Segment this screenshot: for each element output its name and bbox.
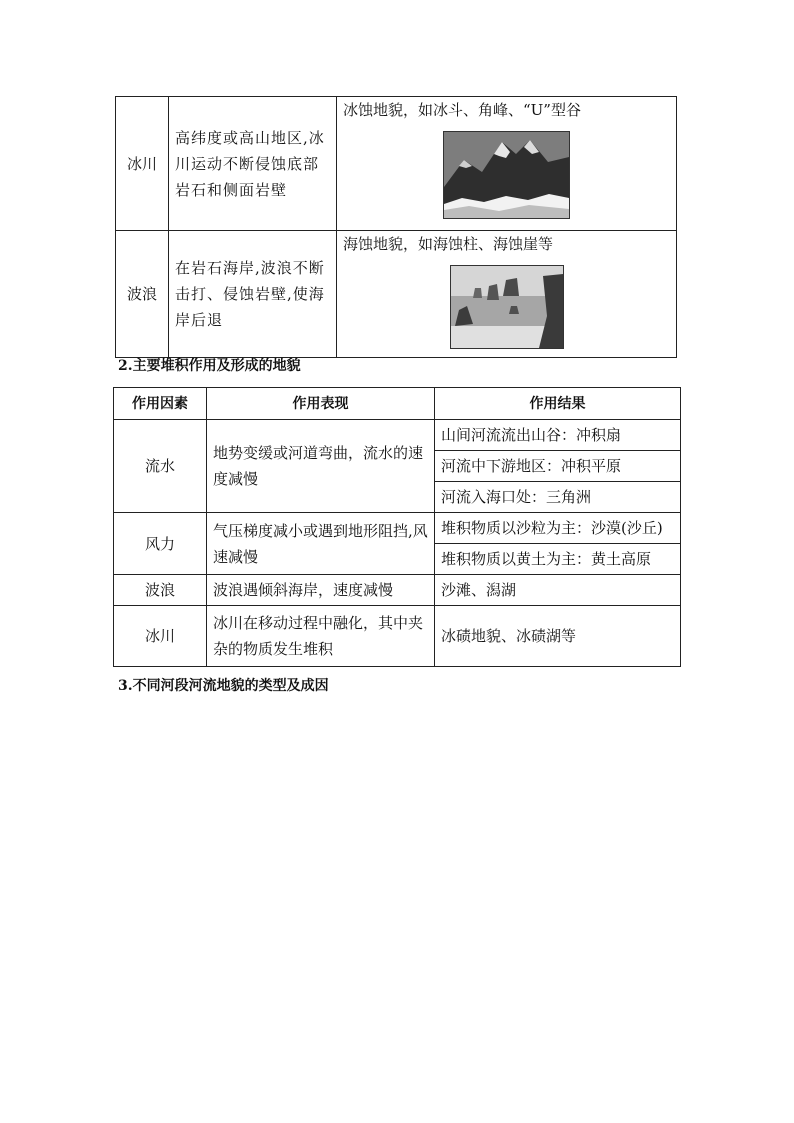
factor-cell: 波浪 <box>116 231 169 358</box>
table-row <box>116 97 677 231</box>
factor-cell: 波浪 <box>114 575 207 606</box>
result-text: 冰蚀地貌，如冰斗、角峰、“U”型谷 <box>343 101 581 119</box>
table-row <box>114 575 681 606</box>
result-cell <box>337 231 677 358</box>
glacier-photo <box>443 131 570 219</box>
factor-cell: 流水 <box>114 420 207 513</box>
description-cell: 在岩石海岸,波浪不断击打、侵蚀岩壁,使海岸后退 <box>169 231 337 358</box>
result-text: 海蚀地貌，如海蚀柱、海蚀崖等 <box>343 235 554 253</box>
section-heading: 3.不同河段河流地貌的类型及成因 <box>118 678 329 694</box>
table-row <box>114 420 681 451</box>
factor-cell: 冰川 <box>114 606 207 667</box>
factor-cell: 冰川 <box>116 97 169 231</box>
result-cell <box>337 97 677 231</box>
column-header: 作用表现 <box>207 388 435 420</box>
result-cell: 冰碛地貌、冰碛湖等 <box>435 606 681 667</box>
result-cell: 山间河流流出山谷：冲积扇 <box>435 420 681 451</box>
table-header-row <box>114 388 681 420</box>
result-cell: 河流中下游地区：冲积平原 <box>435 451 681 482</box>
effect-cell: 波浪遇倾斜海岸，速度减慢 <box>207 575 435 606</box>
section-heading: 2.主要堆积作用及形成的地貌 <box>118 358 301 374</box>
deposition-landform-table <box>113 387 681 667</box>
erosion-landform-table <box>115 96 677 358</box>
result-cell: 堆积物质以黄土为主：黄土高原 <box>435 544 681 575</box>
description-cell: 高纬度或高山地区,冰川运动不断侵蚀底部岩石和侧面岩壁 <box>169 97 337 231</box>
table-row <box>116 231 677 358</box>
effect-cell: 地势变缓或河道弯曲，流水的速度减慢 <box>207 420 435 513</box>
sea-stack-photo <box>450 265 564 349</box>
table-row <box>114 513 681 544</box>
effect-cell: 气压梯度减小或遇到地形阻挡,风速减慢 <box>207 513 435 575</box>
result-cell: 沙滩、潟湖 <box>435 575 681 606</box>
table-row <box>114 606 681 667</box>
result-cell: 河流入海口处：三角洲 <box>435 482 681 513</box>
result-cell: 堆积物质以沙粒为主：沙漠(沙丘) <box>435 513 681 544</box>
column-header: 作用结果 <box>435 388 681 420</box>
column-header: 作用因素 <box>114 388 207 420</box>
factor-cell: 风力 <box>114 513 207 575</box>
effect-cell: 冰川在移动过程中融化，其中夹杂的物质发生堆积 <box>207 606 435 667</box>
